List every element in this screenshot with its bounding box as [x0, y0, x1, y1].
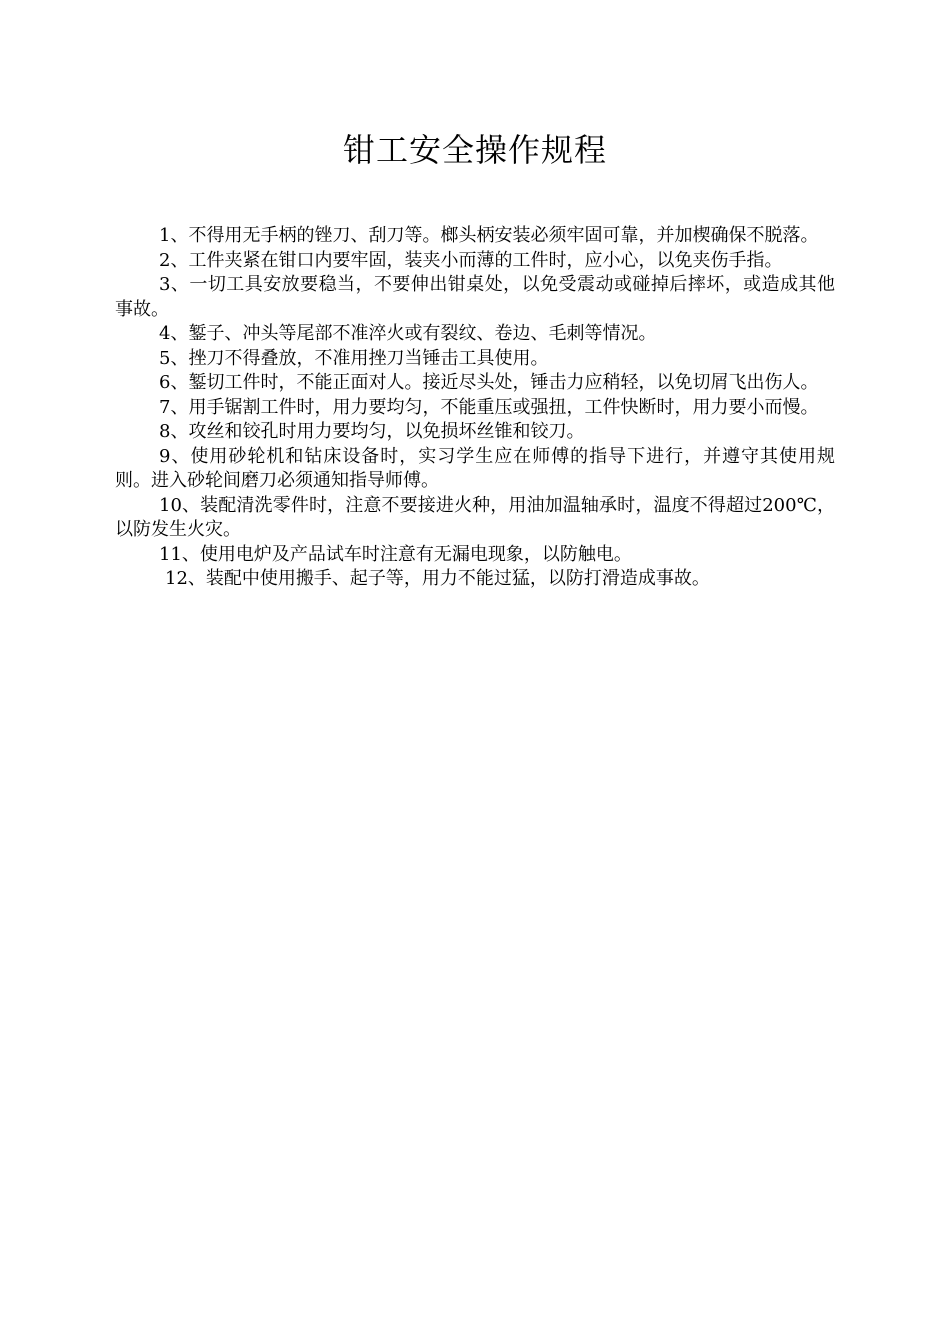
rules-list	[115, 224, 835, 592]
rule-item-1: 1、不得用无手柄的锉刀、刮刀等。榔头柄安装必须牢固可靠，并加楔确保不脱落。	[159, 225, 819, 246]
rule-item-5: 5、挫刀不得叠放，不准用挫刀当锤击工具使用。	[159, 347, 549, 369]
rule-item-6: 6、錾切工件时，不能正面对人。接近尽头处，锤击力应稍轻，以免切屑飞出伤人。	[159, 372, 819, 393]
document-title: 钳工安全操作规程	[342, 131, 607, 169]
rule-item-3: 3、一切工具安放要稳当，不要伸出钳桌处，以免受震动或碰掉后摔坏，或造成其他事故。	[115, 274, 835, 320]
rule-item-12: 12、装配中使用搬手、起子等，用力不能过猛，以防打滑造成事故。	[165, 568, 710, 589]
rule-item-2: 2、工件夹紧在钳口内要牢固，装夹小而薄的工件时，应小心，以免夹伤手指。	[159, 249, 783, 271]
rule-item-8: 8、攻丝和铰孔时用力要均匀，以免损坏丝锥和铰刀。	[159, 421, 585, 442]
rule-item-9: 9、使用砂轮机和钻床设备时，实习学生应在师傅的指导下进行，并遵守其使用规则。进入砂轮间磨刀必须通知指导师傅。	[115, 445, 835, 491]
rule-item-10: 10、装配清洗零件时，注意不要接进火种，用油加温轴承时，温度不得超过200℃，以防发生火灾。	[115, 494, 835, 540]
rule-item-4: 4、錾子、冲头等尾部不准淬火或有裂纹、卷边、毛刺等情况。	[159, 323, 657, 344]
rule-item-11: 11、使用电炉及产品试车时注意有无漏电现象，以防触电。	[159, 543, 632, 565]
rule-item-7: 7、用手锯割工件时，用力要均匀，不能重压或强扭，工件快断时，用力要小而慢。	[159, 396, 819, 418]
